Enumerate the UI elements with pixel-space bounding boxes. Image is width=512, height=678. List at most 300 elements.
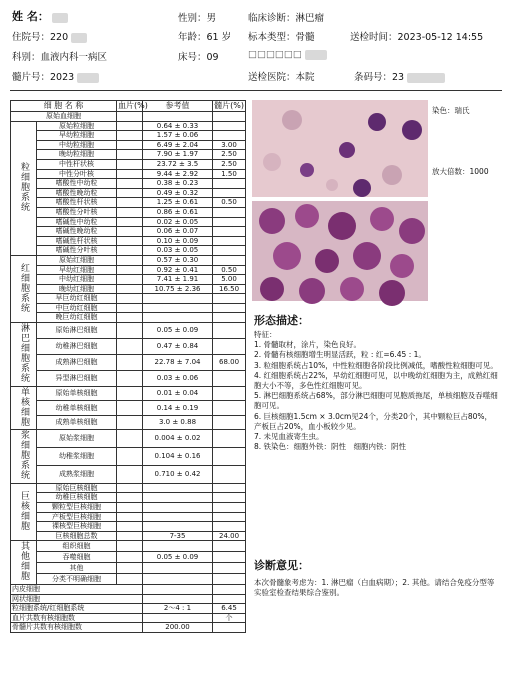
cell-count-table — [10, 100, 246, 633]
admission-redacted — [71, 33, 87, 43]
cell-name: 早巨幼红细胞 — [37, 294, 117, 304]
cell-name: 原始血细胞 — [11, 112, 117, 122]
marrow-value — [213, 246, 246, 256]
blood-value — [117, 563, 143, 574]
header-divider — [10, 90, 502, 91]
reference-value: 0.02 ± 0.05 — [143, 217, 213, 227]
reference-value — [143, 512, 213, 522]
cell-name: 产板型巨核细胞 — [37, 512, 117, 522]
marrow-value — [213, 303, 246, 313]
blood-value — [117, 179, 143, 189]
cell-name: 吞噬细胞 — [37, 552, 117, 563]
table-row — [11, 275, 246, 285]
cell-name: 嗜酸性晚幼粒 — [37, 188, 117, 198]
sent-time-value: 2023-05-12 14:55 — [397, 32, 484, 43]
table-row — [11, 563, 246, 574]
table-footer-row — [11, 613, 246, 623]
footer-reference — [143, 613, 213, 623]
table-row — [11, 159, 246, 169]
table-row — [11, 483, 246, 493]
marrow-value — [213, 121, 246, 131]
table-row — [11, 121, 246, 131]
reference-value: 0.104 ± 0.16 — [143, 448, 213, 466]
morphology-title: 形态描述： — [254, 314, 309, 327]
blood-value — [117, 188, 143, 198]
marrow-value — [213, 401, 246, 416]
blood-value — [117, 483, 143, 493]
dept-label: 科别： — [12, 52, 41, 63]
magnification-field — [432, 166, 489, 177]
marrow-value — [213, 338, 246, 354]
col-reference: 参考值 — [143, 101, 213, 112]
cell-name: 晚巨幼红细胞 — [37, 313, 117, 323]
clinical-dx-label: 临床诊断： — [248, 13, 296, 24]
marrow-value — [213, 386, 246, 401]
barcode-redacted — [407, 73, 445, 83]
marrow-value: 68.00 — [213, 354, 246, 370]
blood-value — [117, 303, 143, 313]
reference-value — [143, 483, 213, 493]
table-header-row — [11, 101, 246, 112]
blood-value — [117, 150, 143, 160]
gender-field — [178, 10, 216, 24]
table-footer-row — [11, 585, 246, 595]
table-row — [11, 552, 246, 563]
blood-value — [117, 493, 143, 503]
boxes-redacted — [305, 50, 327, 60]
footer-reference: 200.00 — [143, 623, 213, 633]
reference-value: 0.06 ± 0.07 — [143, 227, 213, 237]
reference-value: 0.92 ± 0.41 — [143, 265, 213, 275]
bed-value: 09 — [206, 52, 219, 63]
table-row — [11, 430, 246, 448]
table-row — [11, 448, 246, 466]
reference-value: 0.14 ± 0.19 — [143, 401, 213, 416]
reference-value — [143, 493, 213, 503]
blood-value — [117, 354, 143, 370]
col-marrow: 髓片(%) — [214, 101, 244, 110]
table-row — [11, 179, 246, 189]
marrow-value — [213, 313, 246, 323]
group-label-text: 巨核细胞 — [19, 490, 29, 531]
marrow-value — [213, 522, 246, 532]
reference-value — [143, 563, 213, 574]
cell-name: 异型淋巴细胞 — [37, 370, 117, 386]
reference-value — [143, 503, 213, 513]
cell-name: 晚幼粒细胞 — [37, 150, 117, 160]
table-row — [11, 512, 246, 522]
blood-value — [117, 338, 143, 354]
footer-marrow — [213, 594, 246, 604]
cell-name: 幼稚淋巴细胞 — [37, 338, 117, 354]
group-label-text: 单核细胞 — [19, 386, 29, 427]
marrow-value — [213, 112, 246, 122]
reference-value — [143, 522, 213, 532]
marrow-value — [213, 448, 246, 466]
blood-value — [117, 131, 143, 141]
reference-value: 0.05 ± 0.09 — [143, 552, 213, 563]
blood-value — [117, 121, 143, 131]
marrow-value: 0.50 — [213, 265, 246, 275]
dept-value: 血液内科一病区 — [40, 52, 108, 63]
footer-name: 内皮细胞 — [11, 585, 143, 595]
cell-name: 组织细胞 — [37, 541, 117, 552]
reference-value — [143, 574, 213, 585]
footer-marrow — [213, 623, 246, 633]
slide-label: 髓片号： — [12, 72, 51, 83]
reference-value: 7-35 — [143, 531, 213, 541]
footer-reference — [143, 585, 213, 595]
cell-name: 幼稚浆细胞 — [37, 448, 117, 466]
morphology-line: 6. 巨核细胞1.5cm × 3.0cm见24个，分类20个，其中颗粒巨占80%，产板巨占20%，血小板较少见。 — [254, 411, 493, 431]
gender-label: 性别： — [178, 13, 207, 24]
col-cell-name: 细 胞 名 称 — [11, 101, 117, 112]
blood-value — [117, 169, 143, 179]
marrow-value — [213, 370, 246, 386]
blood-value — [117, 503, 143, 513]
cell-name: 嗜碱性分叶核 — [37, 246, 117, 256]
cell-name: 原始红细胞 — [37, 255, 117, 265]
cell-name: 晚幼红细胞 — [37, 284, 117, 294]
diagnosis-text: 本次骨髓象考虑为：1. 淋巴瘤（白血病期）；2. 其他。请结合免疫分型等实验室检查结果综合鉴别。 — [254, 578, 495, 597]
cell-name: 嗜碱性中幼粒 — [37, 217, 117, 227]
cell-name: 颗粒型巨核细胞 — [37, 503, 117, 513]
cell-name: 嗜碱性杆状核 — [37, 236, 117, 246]
placeholder-boxes: □□□□□□ — [248, 49, 302, 60]
blood-value — [117, 217, 143, 227]
cell-name: 嗜酸性中幼粒 — [37, 179, 117, 189]
reference-value — [143, 294, 213, 304]
marrow-value: 0.50 — [213, 198, 246, 208]
marrow-value — [213, 503, 246, 513]
cell-name: 原始粒细胞 — [37, 121, 117, 131]
blood-value — [117, 294, 143, 304]
table-row — [11, 313, 246, 323]
cell-name: 中幼红细胞 — [37, 275, 117, 285]
table-footer-row — [11, 604, 246, 614]
stain-label: 染色： — [432, 106, 455, 115]
table-row — [11, 493, 246, 503]
group-label — [11, 541, 37, 585]
marrow-value — [213, 574, 246, 585]
dept-field — [12, 49, 107, 63]
cell-name: 嗜酸性分叶核 — [37, 207, 117, 217]
reference-value: 7.41 ± 1.91 — [143, 275, 213, 285]
marrow-value — [213, 415, 246, 430]
blood-value — [117, 112, 143, 122]
table-row — [11, 503, 246, 513]
admission-label: 住院号： — [12, 32, 51, 43]
group-label-text: 淋巴细胞系统 — [19, 323, 29, 384]
age-value: 61 岁 — [206, 32, 232, 43]
table-row — [11, 112, 246, 122]
marrow-value — [213, 131, 246, 141]
cell-name: 巨核细胞总数 — [37, 531, 117, 541]
cell-name: 成熟浆细胞 — [37, 465, 117, 483]
reference-value — [143, 112, 213, 122]
cell-name: 分类不明确细胞 — [37, 574, 117, 585]
cell-name: 中性杆状核 — [37, 159, 117, 169]
blood-value — [117, 275, 143, 285]
marrow-value — [213, 465, 246, 483]
age-label: 年龄： — [178, 32, 207, 43]
age-field — [178, 29, 231, 43]
table-row — [11, 236, 246, 246]
table-footer-row — [11, 594, 246, 604]
barcode-field — [354, 69, 445, 83]
morphology-line: 4. 红细胞系统占22%，早幼红细胞可见，以中晚幼红细胞为主，成熟红细胞大小不等，多色性红细胞可见。 — [254, 370, 498, 391]
marrow-value — [213, 236, 246, 246]
blood-value — [117, 386, 143, 401]
reference-value: 0.05 ± 0.09 — [143, 323, 213, 339]
group-label-text: 红细胞系统 — [19, 262, 29, 313]
cell-name: 中幼粒细胞 — [37, 140, 117, 150]
specimen-label: 标本类型： — [248, 32, 296, 43]
footer-reference — [143, 594, 213, 604]
blood-value — [117, 255, 143, 265]
micrograph-2-image — [252, 201, 428, 301]
table-row — [11, 354, 246, 370]
marrow-value — [213, 207, 246, 217]
table-footer-row — [11, 623, 246, 633]
reference-value — [143, 313, 213, 323]
blood-value — [117, 236, 143, 246]
table-row — [11, 294, 246, 304]
reference-value: 0.47 ± 0.84 — [143, 338, 213, 354]
cell-name: 幼稚单核细胞 — [37, 401, 117, 416]
sent-unit-value: 本院 — [295, 72, 315, 83]
morphology-line: 7. 未见血液寄生虫。 — [254, 432, 324, 442]
magnification-label: 放大倍数： — [432, 167, 470, 176]
group-label — [11, 255, 37, 322]
morphology-line: 特征： — [254, 330, 277, 339]
table-row — [11, 284, 246, 294]
marrow-value — [213, 541, 246, 552]
table-row — [11, 323, 246, 339]
table-row — [11, 207, 246, 217]
marrow-value — [213, 227, 246, 237]
group-label-text: 浆细胞系统 — [19, 430, 29, 481]
reference-value: 0.004 ± 0.02 — [143, 430, 213, 448]
marrow-value — [213, 188, 246, 198]
blood-value — [117, 323, 143, 339]
marrow-value: 2.50 — [213, 159, 246, 169]
reference-value: 0.86 ± 0.61 — [143, 207, 213, 217]
marrow-value — [213, 323, 246, 339]
blood-value — [117, 522, 143, 532]
reference-value: 0.10 ± 0.09 — [143, 236, 213, 246]
reference-value: 3.0 ± 0.88 — [143, 415, 213, 430]
cell-name: 幼稚巨核细胞 — [37, 493, 117, 503]
barcode-label: 条码号： — [354, 72, 393, 83]
cell-name: 成熟单核细胞 — [37, 415, 117, 430]
table-row — [11, 386, 246, 401]
micrograph-1-image — [252, 100, 428, 197]
reference-value: 10.75 ± 2.36 — [143, 284, 213, 294]
table-row — [11, 188, 246, 198]
table-row — [11, 401, 246, 416]
reference-value: 7.90 ± 1.97 — [143, 150, 213, 160]
morphology-line: 8. 铁染色：细胞外铁：阴性 细胞内铁：阴性 — [254, 442, 407, 452]
group-label — [11, 430, 37, 484]
blood-value — [117, 140, 143, 150]
slide-field — [12, 69, 99, 83]
stain-field — [432, 105, 470, 116]
marrow-value — [213, 512, 246, 522]
blood-value — [117, 531, 143, 541]
marrow-value: 1.50 — [213, 169, 246, 179]
group-label-text: 粒细胞系统 — [19, 161, 29, 212]
table-row — [11, 255, 246, 265]
blood-value — [117, 430, 143, 448]
table-row — [11, 169, 246, 179]
footer-name: 粒细胞系统/红细胞系统 — [11, 604, 143, 614]
sent-time-label: 送检时间： — [350, 32, 398, 43]
cell-name: 中巨幼红细胞 — [37, 303, 117, 313]
blood-value — [117, 313, 143, 323]
bed-field — [178, 49, 219, 63]
footer-name: 血片共数有核细胞数 — [11, 613, 143, 623]
slide-redacted — [77, 73, 99, 83]
table-row — [11, 150, 246, 160]
boxes-field — [248, 49, 327, 60]
cell-name: 早幼粒细胞 — [37, 131, 117, 141]
marrow-value — [213, 430, 246, 448]
reference-value: 1.57 ± 0.06 — [143, 131, 213, 141]
specimen-value: 骨髓 — [295, 32, 315, 43]
cell-name: 嗜酸性杆状核 — [37, 198, 117, 208]
marrow-value: 2.50 — [213, 150, 246, 160]
marrow-value — [213, 483, 246, 493]
table-row — [11, 531, 246, 541]
gender-value: 男 — [206, 13, 217, 24]
blood-value — [117, 265, 143, 275]
reference-value: 0.710 ± 0.42 — [143, 465, 213, 483]
footer-marrow: 个 — [213, 613, 246, 623]
cell-name: 原始单核细胞 — [37, 386, 117, 401]
cell-name: 原始浆细胞 — [37, 430, 117, 448]
col-blood: 血片(%) — [118, 101, 148, 110]
blood-value — [117, 198, 143, 208]
blood-value — [117, 415, 143, 430]
table-row — [11, 370, 246, 386]
blood-value — [117, 512, 143, 522]
sent-unit-field — [248, 69, 315, 83]
blood-value — [117, 401, 143, 416]
reference-value: 22.78 ± 7.04 — [143, 354, 213, 370]
blood-value — [117, 284, 143, 294]
table-row — [11, 265, 246, 275]
diagnosis-title: 诊断意见： — [254, 559, 309, 572]
clinical-dx-value: 淋巴瘤 — [295, 13, 325, 24]
reference-value: 0.64 ± 0.33 — [143, 121, 213, 131]
sent-unit-label: 送检医院： — [248, 72, 296, 83]
blood-value — [117, 465, 143, 483]
morphology-line: 5. 淋巴细胞系统占68%，部分淋巴细胞可见胞质拖尾，单核细胞及吞噬细胞可见。 — [254, 391, 498, 411]
table-row — [11, 338, 246, 354]
table-row — [11, 303, 246, 313]
sent-time-field — [350, 29, 483, 43]
reference-value: 0.57 ± 0.30 — [143, 255, 213, 265]
table-row — [11, 541, 246, 552]
marrow-value: 3.00 — [213, 140, 246, 150]
reference-value — [143, 541, 213, 552]
footer-name: 骨髓片共数有核细胞数 — [11, 623, 143, 633]
cell-name: 原始淋巴细胞 — [37, 323, 117, 339]
slide-value: 2023 — [50, 72, 75, 83]
admission-field — [12, 29, 87, 43]
table-row — [11, 217, 246, 227]
morphology-line: 3. 粒细胞系统占10%，中性粒细胞各阶段比例减低，嗜酸性粒细胞可见。 — [254, 360, 498, 370]
marrow-value — [213, 217, 246, 227]
name-field — [12, 8, 68, 24]
reference-value — [143, 303, 213, 313]
reference-value: 0.03 ± 0.06 — [143, 370, 213, 386]
reference-value: 6.49 ± 2.04 — [143, 140, 213, 150]
name-redacted — [52, 13, 68, 23]
name-label: 姓 名： — [12, 10, 49, 23]
group-label — [11, 323, 37, 387]
reference-value: 0.38 ± 0.23 — [143, 179, 213, 189]
morphology-line: 2. 骨髓有核细胞增生明显活跃，粒 : 红=6.45 : 1。 — [254, 350, 426, 360]
admission-value: 220 — [50, 32, 69, 43]
blood-value — [117, 574, 143, 585]
cell-name: 裸核型巨核细胞 — [37, 522, 117, 532]
footer-marrow: 6.45 — [213, 604, 246, 614]
table-row — [11, 522, 246, 532]
cell-name: 早幼红细胞 — [37, 265, 117, 275]
cell-name: 原始巨核细胞 — [37, 483, 117, 493]
table-row — [11, 574, 246, 585]
marrow-value — [213, 552, 246, 563]
reference-value: 9.44 ± 2.92 — [143, 169, 213, 179]
reference-value: 23.72 ± 3.5 — [143, 159, 213, 169]
blood-value — [117, 552, 143, 563]
marrow-value — [213, 493, 246, 503]
marrow-value — [213, 179, 246, 189]
blood-value — [117, 246, 143, 256]
group-label — [11, 121, 37, 255]
table-row — [11, 227, 246, 237]
table-row — [11, 131, 246, 141]
table-row — [11, 198, 246, 208]
reference-value: 0.01 ± 0.04 — [143, 386, 213, 401]
blood-value — [117, 370, 143, 386]
stain-value: 瑞氏 — [454, 106, 470, 115]
clinical-dx-field — [248, 10, 324, 24]
specimen-field — [248, 29, 315, 43]
bed-label: 床号： — [178, 52, 207, 63]
morphology-line: 1. 骨髓取材，涂片，染色良好。 — [254, 340, 362, 350]
blood-value — [117, 541, 143, 552]
reference-value: 0.03 ± 0.05 — [143, 246, 213, 256]
group-label-text: 其他细胞 — [19, 541, 29, 582]
cell-name: 嗜碱性晚幼粒 — [37, 227, 117, 237]
blood-value — [117, 159, 143, 169]
table-row — [11, 246, 246, 256]
footer-reference: 2～4 : 1 — [143, 604, 213, 614]
blood-value — [117, 207, 143, 217]
cell-name: 中性分叶核 — [37, 169, 117, 179]
group-label — [11, 386, 37, 430]
group-label — [11, 483, 37, 541]
marrow-value — [213, 563, 246, 574]
cell-table-body — [11, 112, 246, 633]
table-row — [11, 465, 246, 483]
blood-value — [117, 227, 143, 237]
marrow-value: 24.00 — [213, 531, 246, 541]
magnification-value: 1000 — [469, 167, 489, 176]
